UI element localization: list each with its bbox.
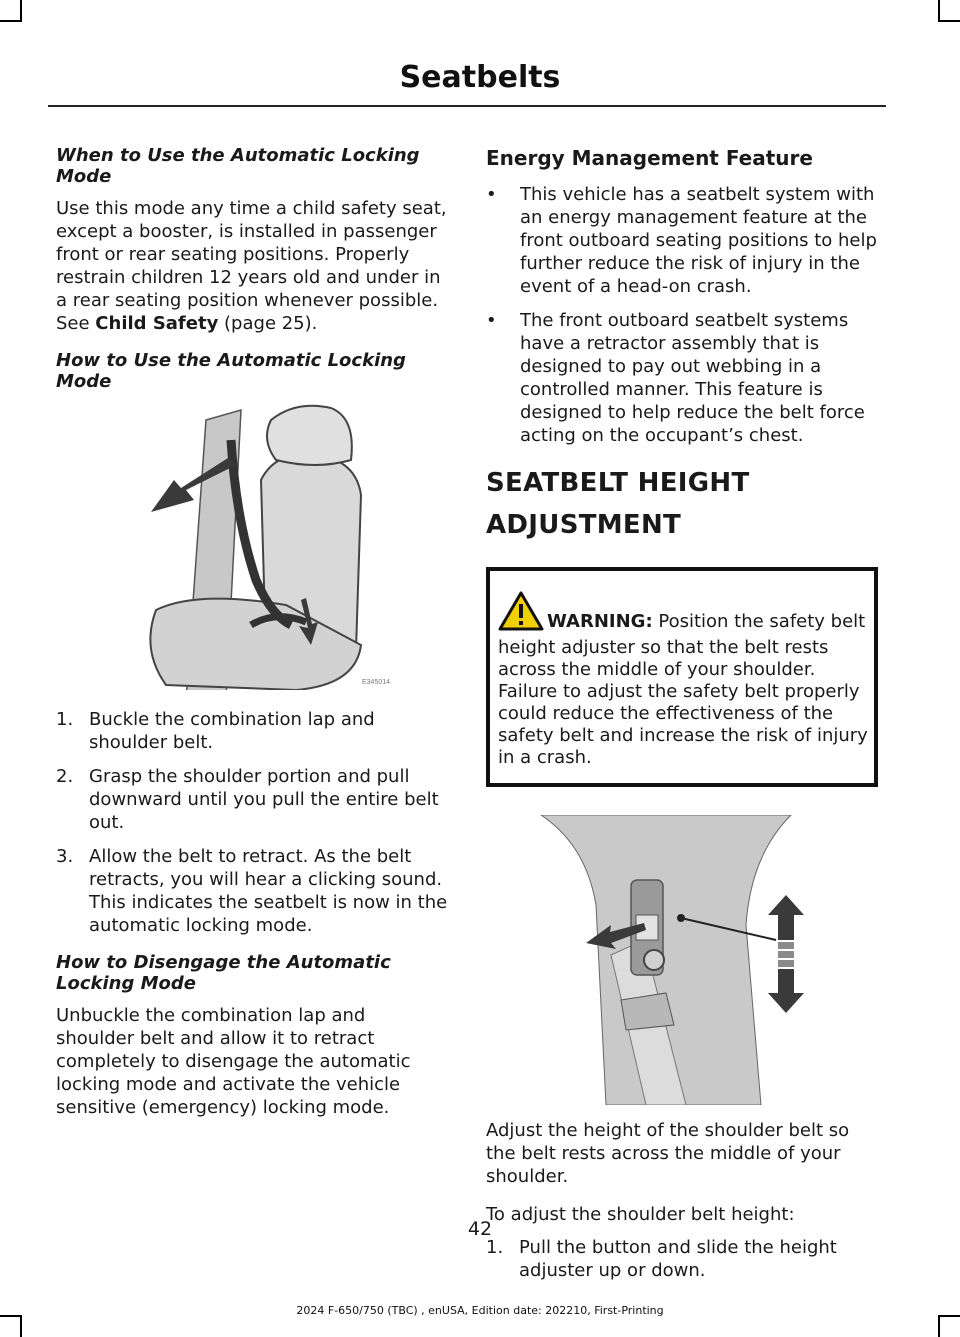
list-item: • The front outboard seatbelt systems have a retractor assembly that is designed to pay out webbing in a controlled manner. This feature is designed to help reduce the belt force acting on the occupant’s chest. (486, 310, 865, 446)
warning-box (486, 567, 878, 787)
adjust-steps (486, 1236, 878, 1282)
seat-belt-figure (56, 400, 448, 690)
list-item: 3. Allow the belt to retract. As the belt retracts, you will hear a clicking sound. This indicates the seatbelt is now in the automatic locking mode. (56, 846, 448, 936)
warning-triangle-icon (498, 591, 544, 637)
list-item: • This vehicle has a seatbelt system with an energy management feature at the front outboard seating positions to help further reduce the risk of injury in the event of a head-on crash. (486, 184, 877, 297)
page-title: Seatbelts (399, 60, 561, 95)
section-title-line2: ADJUSTMENT (486, 510, 682, 540)
list-item: 1. Pull the button and slide the height adjuster up or down. (486, 1237, 837, 1281)
height-adjuster-illustration-icon (486, 815, 878, 1105)
crop-mark (938, 0, 940, 22)
paragraph-disengage: Unbuckle the combination lap and shoulder belt and allow it to retract completely to disengage the automatic locking mode and activate the vehicle sensitive (emergency) locking mode. (56, 1005, 411, 1118)
page-number: 42 (467, 1218, 493, 1240)
paragraph-adjust: Adjust the height of the shoulder belt so the belt rests across the middle of your shoulder. (486, 1120, 850, 1187)
crop-mark (938, 1315, 940, 1337)
right-column (486, 145, 878, 1297)
footer-text: 2024 F-650/750 (TBC) , enUSA, Edition date: 202210, First-Printing (296, 1304, 664, 1317)
section-heading-energy: Energy Management Feature (486, 146, 813, 170)
section-title: SEATBELT HEIGHT (486, 468, 750, 498)
crop-mark (20, 1315, 22, 1337)
section-heading-when: When to Use the Automatic Locking Mode (56, 145, 420, 187)
paragraph-when: Use this mode any time a child safety seat, except a booster, is installed in passenger front or rear seating positions. Properly restrain children 12 years old and under in a rear seating position whenever possible. See Child Safety (page 25). (56, 198, 447, 334)
section-heading-disengage: How to Disengage the Automatic Locking Mode (56, 952, 391, 994)
list-item: 1. Buckle the combination lap and shoulder belt. (56, 709, 375, 753)
warning-text: Position the safety belt height adjuster so that the belt rests across the middle of your shoulder. Failure to adjust the safety belt properly could reduce the effectiveness of the safety belt and increase the risk of injury in a crash. (498, 611, 868, 768)
svg-text:E345014: E345014 (362, 679, 391, 686)
crop-mark (20, 0, 22, 22)
warning-label: WARNING: (547, 611, 653, 632)
crop-mark (938, 20, 960, 22)
left-column (56, 145, 448, 1134)
seat-illustration-icon (56, 400, 448, 690)
automatic-locking-steps (56, 708, 448, 937)
header-divider (48, 105, 886, 107)
section-heading-how: How to Use the Automatic Locking Mode (56, 350, 406, 392)
energy-bullets (486, 183, 878, 447)
height-adjuster-figure (486, 815, 878, 1105)
crop-mark (0, 20, 22, 22)
list-item: 2. Grasp the shoulder portion and pull downward until you pull the entire belt out. (56, 766, 439, 833)
child-safety-link[interactable]: Child Safety (95, 313, 219, 334)
paragraph-to-adjust: To adjust the shoulder belt height: (486, 1204, 795, 1225)
